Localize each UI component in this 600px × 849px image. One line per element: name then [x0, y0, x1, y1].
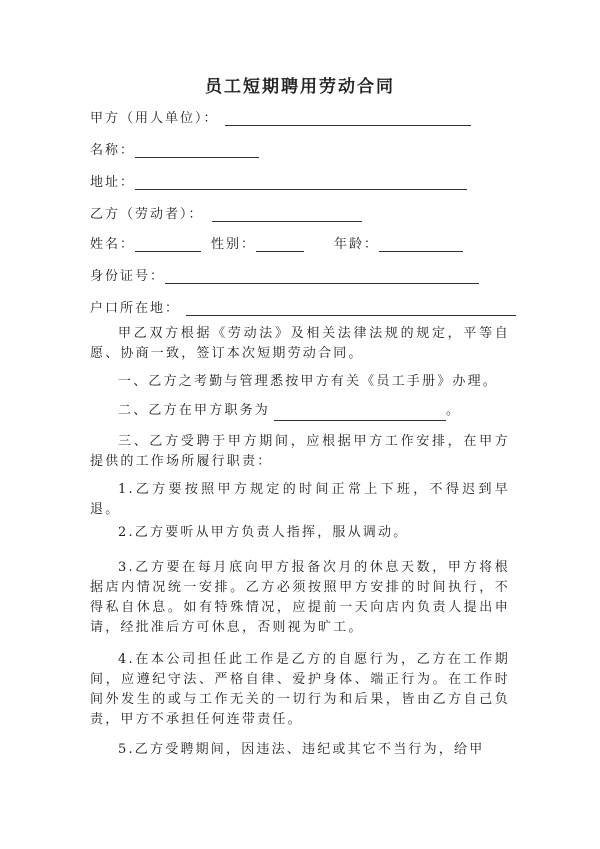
party-b-row: [90, 200, 362, 222]
party-b-blank[interactable]: [212, 205, 362, 222]
personal-info-row: [90, 230, 463, 252]
party-a-label: 甲方（用人单位）：: [90, 111, 219, 126]
id-number-row: [90, 262, 479, 284]
item-2: 2.乙方要听从甲方负责人指挥，服从调动。: [118, 525, 409, 540]
full-name-blank[interactable]: [135, 235, 201, 252]
address-row: [90, 168, 467, 190]
age-blank[interactable]: [379, 235, 463, 252]
full-name-label: 姓名：: [90, 237, 136, 252]
address-label: 地址：: [90, 175, 136, 190]
hukou-label: 户口所在地：: [90, 301, 181, 316]
hukou-row: [90, 294, 516, 316]
clause-2-end: 。: [446, 403, 462, 418]
party-b-label: 乙方（劳动者）：: [90, 207, 204, 222]
address-blank[interactable]: [135, 173, 467, 190]
name-row: [90, 136, 259, 158]
position-blank[interactable]: [274, 406, 446, 421]
party-a-row: [90, 104, 471, 126]
item-1: 1.乙方要按照甲方规定的时间正常上下班，不得迟到早退。: [90, 482, 510, 517]
document-title: 员工短期聘用劳动合同: [205, 77, 395, 97]
party-a-blank[interactable]: [225, 109, 471, 126]
item-4: 4.在本公司担任此工作是乙方的自愿行为，乙方在工作期间，应遵纪守法、严格自律、爱护身体、端正行为。在工作时间外发生的或与工作无关的一切行为和后果，皆由乙方自己负责，甲方不承担任何连带责任。: [90, 652, 510, 727]
id-number-blank[interactable]: [165, 267, 479, 284]
clause-2: [90, 401, 510, 421]
name-label: 名称：: [90, 143, 136, 158]
gender-blank[interactable]: [256, 235, 304, 252]
id-number-label: 身份证号：: [90, 269, 166, 284]
age-label: 年龄：: [334, 237, 380, 252]
item-5: 5.乙方受聘期间，因违法、违纪或其它不当行为，给甲: [118, 742, 485, 757]
clause-3: 三、乙方受聘于甲方期间，应根据甲方工作安排，在甲方提供的工作场所履行职责：: [90, 434, 510, 469]
name-blank[interactable]: [135, 141, 259, 158]
hukou-blank[interactable]: [186, 299, 516, 316]
item-3: 3.乙方要在每月底向甲方报备次月的休息天数，甲方将根据店内情况统一安排。乙方必须按照甲方安排的时间执行，不得私自休息。如有特殊情况，应提前一天向店内负责人提出申请，经批准后方可休息，否则视为旷工。: [90, 560, 510, 635]
clause-1: 一、乙方之考勤与管理悉按甲方有关《员工手册》办理。: [118, 374, 499, 389]
intro-paragraph: 甲乙双方根据《劳动法》及相关法律法规的规定，平等自愿、协商一致，签订本次短期劳动合同。: [90, 326, 510, 361]
gender-label: 性别：: [211, 237, 257, 252]
clause-2-text: 二、乙方在甲方职务为: [118, 403, 271, 418]
